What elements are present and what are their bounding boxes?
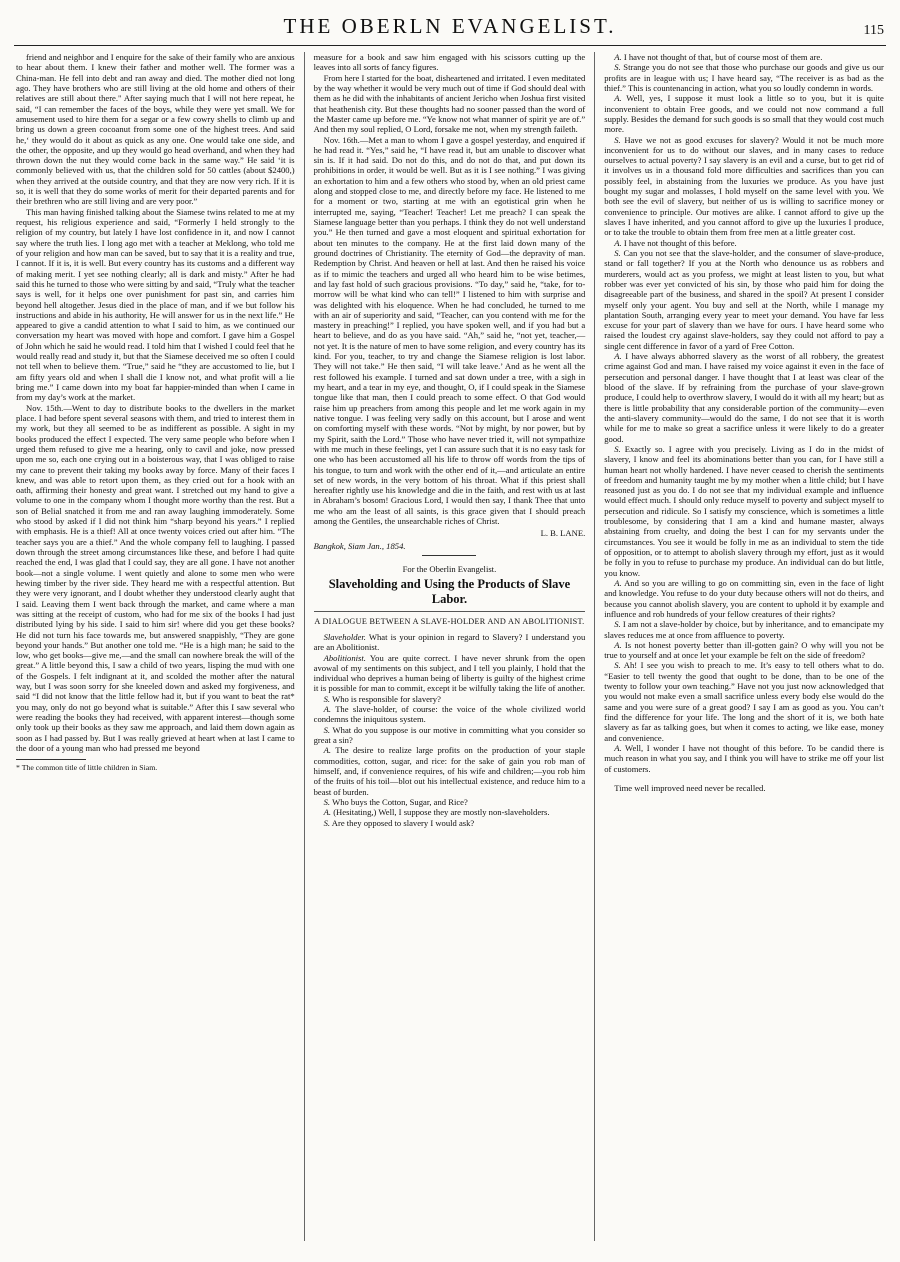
dialogue-speaker: A. [614,639,622,650]
dialogue-line [314,653,586,694]
dialogue-line [604,351,884,444]
dialogue-speaker: A. [614,52,622,62]
dialogue-text: I have not thought of that, but of course most of them are. [623,52,823,62]
section-title: Slaveholding and Using the Products of Slave Labor. [328,577,571,606]
dialogue-text: Who is responsible for slavery? [332,693,441,704]
paragraph: From here I started for the boat, disheartened and irritated. I even meditated by the way whether it would be very much out of time if God should deal with them as he did with the inhabitants of ancient Jericho when Joshua first visited that heathenish city. But these thoughts had no sooner passed than the word of the Master came up before me. “Ye know not what manner of spirit ye are of.” And then my soul replied, O Lord, forsake me not, when my strength faileth. [313,72,586,135]
dialogue-line [604,619,884,640]
paragraph: This man having finished talking about the Siamese twins related to me at my request, his religious experience and said, “Formerly I held strongly to the religion of my country, but lately I have lost confidence in it, and now I cannot say where the truth lies. I long ago met with a teacher at Meklong, who told me of your religion and how man can be saved, but to say that it is a reality and true, I cannot. If it is, it is well. But every country has its customs and a different way of making merit. I yet see nothing clearly; all is dark and misty.” After he had said this he turned to those who were sitting by and said, “Truly what the teacher says is well, for it helps one over punishment for past sin, and carries him beyond hell altogether. Jesus died in the place of man, and if we but follow his instructions and abide in his authority, He will answer for us in the next life.” He appeared to give a candid attention to what I said to him, as we continued our conversation my heart was moved with hope and comfort. I gave him a Gospel of John which he said he would read. I told him that I wished I could feel that he would really read and study it, but that the Siamese deceived me so often I could not tell when to believe them. “True,” said he “they are accustomed to lie, but I am fifty years old and when I shall die I know not, and what profit will a lie bring me.” I came down into my boat far happier-minded than when I came in from my day’s work at the market. [16,206,295,403]
dialogue-line [604,444,884,578]
article-dateline: Bangkok, Siam Jan., 1854. [313,540,406,551]
dialogue-speaker: S. [614,247,621,258]
dialogue-text: I have not thought of this before. [623,237,737,248]
dialogue-line [604,248,884,351]
column-three [595,52,886,1241]
dialogue-speaker: A. [323,704,332,715]
column-one [14,52,305,1241]
dialogue-speaker: A. [614,577,622,588]
column-two [305,52,596,1241]
dialogue-speaker: Slaveholder. [323,631,366,642]
dialogue-text: Is not honest poverty better than ill-gotten gain? O why will you not be true to yourself and at once let your example be felt on the side of freedom? [604,639,884,661]
article-signature: L. B. LANE. [540,528,586,539]
dialogue-text: Ah! I see you wish to preach to me. It’s easy to tell others what to do. “Easier to tell twenty the good that ought to be done, than to be one of the twenty to follow your own teaching.” Have not you just now acknowledged that you would not make even a small sacrifice unless every body else would do the same and you were sure of a great good? I say I am as good as you. You can’t find the difference for your life. The long and the short of it is, we both hate slavery as far as talking goes, but when it comes to acting, we like ease, money and convenience. [604,660,884,743]
dialogue-speaker: S. [323,796,331,807]
section-divider [422,555,476,556]
paragraph: Nov. 16th.—Met a man to whom I gave a gospel yesterday, and enquired if he had read it. “Yes,” said he, “I have read it, but am unable to discover what sin is. If it had said. Do not do this, and do not do that, and put down its prohibitions in order, it would be well. But as it is I see nothing.” I was giving an exhortation to him and a few others who stood by, when an old priest came along and stopped close to me, and directly before my face. He listened to me for a moment or two, starting at me with an egotistical grin when he interrupted me, saying, “Teacher! Teacher! Let me preach? I can speak the Siamese language better than you perhaps. I think they do not well understand you.” He then turned and gave a most eloquent and spiritual exhortation for about ten minutes to the company. He at the first laid down many of the ground doctrines of Christianity. The eternity of God—the depravity of man. Redemption by Christ. And heaven or hell at last. And then he raised his voice as if to mimic the teachers and urged all who heard him to be wise betimes, and lay fast hold of such gracious provisions. “To day,” said he, “take, for to-morrow will be what kind who can tell!” I listened to him with surprise and was delighted with his eloquence. When he had concluded, he turned to me with an air of superiority and said, “Teacher, can you contend with me for the mastery in preaching!” I replied, you have spoken well, and if you had but a heart to believe, and do as you have said. “Ah,” said he, “not yet, teacher,—not yet. It is the nature of men to have some religion, and every country has its kind. For you, teacher, to try and change the Siamese religion is lost labor. They will not take.” He then said, “I will take leave.’ And as he went all the rest followed his example. I turned and sat down under a tree, with a sigh in my heart, and a tear in my eye, and thought, O, if I could speak in the Siamese tongue like that man, then I could preach to some effect. O that God would raise him up preachers from among this people and let me work again in my native tongue. I was feeling very sadly on this account, but I arose and went on comforting myself with these words. “Not by might, by nor power, but by my Spirit, saith the Lord.” Those who have never tried it, will not sympathize with me much in these feelings, yet I can assure such that it is no easy task for one who has been accustomed all his life to throw off words from the tips of his tongue, to turn and work with the other end of it,—and articulate an entire set of new words, in the very bottom of his throat. What if this priest shall hereafter rightly use his knowledge and die in the faith, and rest with us at last in Abraham’s bosom! Gracious Lord, I would then say, I thank Thee that unto me who am the least of all saints, is this grace given that I should preach among the Gentiles, the unsearchable riches of Christ. [313,134,586,527]
dialogue-text: And so you are willing to go on committing sin, even in the face of light and knowledge. You refuse to do your duty because others will not do theirs, and because you cannot abolish slavery, you are content to uphold it by example and influence and rob hundreds of your fellow creatures of their rights? [604,577,884,619]
dialogue-line [314,807,586,817]
dialogue-line [314,725,586,746]
dialogue-text: You are quite correct. I have never shrunk from the open avowal of my sentiments on this subject, and I tell you plainly, I hold that the individual who deprives a human being of liberty is guilty of the highest crime it is possible for man to commit, except it be wilfully taking the life of another. [313,652,586,694]
dialogue-line [604,743,884,774]
dialogue-speaker: S. [614,134,621,145]
section-subtitle: A DIALOGUE BETWEEN A SLAVE-HOLDER AND AN ABOLITIONIST. [314,617,585,627]
dialogue-text: Exactly so. I agree with you precisely. Living as I do in the midst of slavery, I know and feel its abominations better than you can, for I have still a human heart not wholly hardened. I have never ceased to cherish the sentiments of freedom and humanity taught me by my mother when a little child; but I have reasoned just as you do. I do not see that my individual example and influence would effect much. I should only reduce myself to poverty and subject myself to persecution and ridicule. So I satisfy my conscience, which is sometimes a little troublesome, by considering that I am a kind and humane master, always abstaining from cruelty, and doing the best I can for my servants under the circumstances. You see it would be folly in me as an individual to stem the tide of opposition, or to attempt to abolish slavery through my effort, just as it would be folly in you to refuse to purchase my produce. An individual can do but little, you know. [604,443,884,578]
footnote-rule [16,759,86,760]
dialogue-text: The slave-holder, of course: the voice of the whole civilized world condemns the iniquitous system. [313,704,586,725]
paragraph: friend and neighbor and I enquire for the sake of their family who are anxious to hear about them. I knew their father and mother well. The former was a China-man. He fell into debt and ran away and died. The mother died not long ago. They have brothers who are still living at the old home and others of their relatives are still about there." After saying much that I will not here repeat, he said, “I can remember the faces of the boys, while they were yet small. We for amusement used to hire them for a segar or a few cowry shells to climb up and bring us down a green cocoanut from some one of the highest trees. And said he,‘ they would do it about as quick as any one. One would take one side, and the other, the opposite, and up they would go head overhand, and when they had thrown down the nut they would come back in the same way.” He said ‘it is commonly believed with us, that the children sold for 50 cattles (about $2400,) when they arrived at the outside country, and that they are now very rich. If it is so, it is well that they do some works of merit for their departed parents and for their brethren who are still living and are very poor.” [16,52,295,207]
dialogue-text: Are they opposed to slavery I would ask? [331,817,475,828]
dialogue-speaker: S. [614,62,621,73]
dialogue-text: I have always abhorred slavery as the worst of all robbery, the greatest crime against God and man. I have raised my voice against it even in the face of persecution and personal danger. I have thought that I at least was clear of the blood of the slave. If by refraining from the purchase of your slave-grown produce, I could help to overthrow slavery, I would do it with all my heart; but as there is little probability that any considerable portion of the community—even the anti-slavery community—would do the same, I do not see that it is worth while for me to make so great a sacrifice unless it were likely to do a greater good. [604,351,884,444]
publication-title: THE OBERLN EVANGELIST. [283,14,617,38]
dialogue-line [314,797,586,807]
footnote: * The common title of little children in Siam. [16,763,158,773]
dialogue-text: Who buys the Cotton, Sugar, and Rice? [332,796,468,807]
dialogue-line [604,93,884,134]
masthead [0,0,900,41]
dialogue-text: Well, I wonder I have not thought of this before. To be candid there is much reason in what you say, and I think you will have to strike me off your list of customers. [604,742,884,774]
section-rule [314,611,586,612]
dialogue-speaker: A. [614,351,622,362]
dialogue-text: Well, yes, I suppose it must look a little so to you, but it is quite inconvenient to obtain Free goods, and we could not now command a full supply. Besides the demand for such goods is so small that they would cost much more. [604,93,884,135]
dialogue-line [604,660,884,743]
paragraph: measure for a book and saw him engaged with his scissors cutting up the leaves into all sorts of fancy figures. [313,52,586,73]
dialogue-line [314,704,586,725]
dialogue-line [604,135,884,238]
dialogue-speaker: A. [323,807,332,818]
dialogue-text: What do you suppose is our motive in committing what you consider so great a sin? [313,724,586,746]
dialogue-speaker: S. [614,443,621,454]
column-layout [0,46,900,1251]
dialogue-line [314,632,586,653]
dialogue-line [604,52,884,62]
page-number: 115 [863,23,884,38]
dialogue-text: Strange you do not see that those who purchase our goods and give us our profits are in league with us; I have heard say, “The receiver is as bad as the thief.” This is countenancing in action, what you so loudly condemn in words. [604,62,884,93]
dialogue-speaker: S. [323,693,331,704]
dialogue-line [314,818,586,828]
dialogue-speaker: A. [614,237,622,248]
dialogue-text: What is your opinion in regard to Slavery? I understand you are an Abolitionist. [313,631,586,653]
dialogue-line [604,238,884,248]
dialogue-text: (Hesitating,) Well, I suppose they are mostly non-slaveholders. [333,807,550,818]
dialogue-text: Can you not see that the slave-holder, and the consumer of slave-produce, stand or fall together? If you at the North who denounce us as robbers and murderers, would act as you profess, we might at least listen to you, but what robber was ever yet convicted of his sin, by those who paid him for doing the disagreeable part of the business, and shared in the spoil? At present I consider myself only your agent. You buy and sell at the North, while I manage my plantation South, arranging every year to meet your demand. You have far less excuse for your part of slavery than we have for ours. I have heard some who raised the loudest cry against slave-holders, say they could not afford to pay a single cent difference in favor of a yard of Free Cotton. [604,247,884,351]
dialogue-line [604,578,884,619]
dialogue-speaker: A. [614,742,622,753]
closing-line: Time well improved need never be recalled. [614,782,766,793]
dialogue-speaker: S. [614,660,621,671]
dialogue-line [604,640,884,661]
dialogue-speaker: S. [323,817,331,828]
dialogue-speaker: S. [323,724,331,735]
dialogue-speaker: A. [323,745,332,756]
paragraph: Nov. 15th.—Went to day to distribute books to the dwellers in the market place. I had before spent several seasons with them, and tried to interest them in my work, but they all seemed to be as indifferent as possible. A sight in my books produced the effect I expected. The very same people who before when I urged them refused to give me a hearing, only to cavil and joke, now pressed upon me so, each one crying out in a boisterous way, that I was obliged to raise my cane to prevent their taking my books away by force. Many of their faces I knew, and was able to retort upon them, as they cried out for a hook with an oath, affirming their honesty and great want. I stretched out my hand to give a volume to one in the company whom I thought more worthy than the rest. But a son of Belial snatched it from me and ran away laughing immoderately. Some who stood by asked if I did not think him “sharp beyond his years.” I replied with emphasis. He is a thief! All at once twenty voices cried out after him. “The teacher says you are a thief.” And the whole company fell to laughing. I passed down through the street among circumstances like these, and before I had quite reached the end, I was glad that I could say, they are all gone. I have not another book—not a single volume. I went quietly and alone to some men who were hewing timber by the river side. They heard me with a respectful attention. But they were very ignorant, and I doubt whether they understood clearly aught that I said. Leaving them I went back through the market, and came where a man was sitting at the receipt of custom, who had for me six of the books I had just distributed lying by his side. I said to him sir! where did you get these books? He did not turn his face towards me, but answered snappishly, “They are gone beyond your hands.” But another one told me. “He is a high man; he said to the low, who get books—give me,—and the small can nowhere break the will of the great.” A little beyond this, I saw a child of two years, lisping the mud with one of the Gospels. I felt indignant at it, and scolded the mother after the natural way, but I was soon sorry for she kneeled down and asked my forgiveness, and said “I did not know that the little fellow had it, but if you want to beat the rat* you may, only do not go beyond what is suitable.” After this I saw several who were reading the books they had received, with apparent interest—though some only took up their books as they saw me approach, and laid them down again as soon as I had passed by. But I was really grieved at heart when at last I came to the door of a young man who had pressed me beyond [16,402,295,753]
dialogue-speaker: Abolitionist. [323,652,366,663]
dialogue-line [314,745,586,797]
dialogue-text: Have we not as good excuses for slavery? Would it not be much more inconvenient for us to do without our slaves, and in many cases to reduce ourselves to actual poverty? I say slavery is an evil and a curse, but to get rid of it involves us in a thousand fold more difficulties and sacrifices than you can possibly feel, in abstaining from the luxuries we produce. As you have just bought my sugar and molasses, I hold myself on the same level with you. We both see the evil of slavery, but neither of us is willing to sacrifice money or convenience to principle. Our motives are alike. I cannot afford to give up the slaves I have inherited, and you cannot afford to give up the luxuries I produce, or to take the trouble to obtain them from free men at a little greater cost. [604,134,884,238]
dialogue-text: The desire to realize large profits on the production of your staple commodities, cotton, sugar, and rice: for the sake of gain you rob man of himself, and, if convenience requires, of his wife and children;—you rob him of the fruits of his toil—blot out his intellectual existence, and reduce him to a beast of burden. [313,745,586,797]
dialogue-speaker: A. [614,93,622,104]
dialogue-text: I am not a slave-holder by choice, but by inheritance, and to emancipate my slaves reduces me at once from affluence to poverty. [604,619,884,640]
section-intro: For the Oberlin Evangelist. [402,564,497,574]
dialogue-speaker: S. [614,619,621,630]
dialogue-line [604,62,884,93]
dialogue-line [314,694,586,704]
